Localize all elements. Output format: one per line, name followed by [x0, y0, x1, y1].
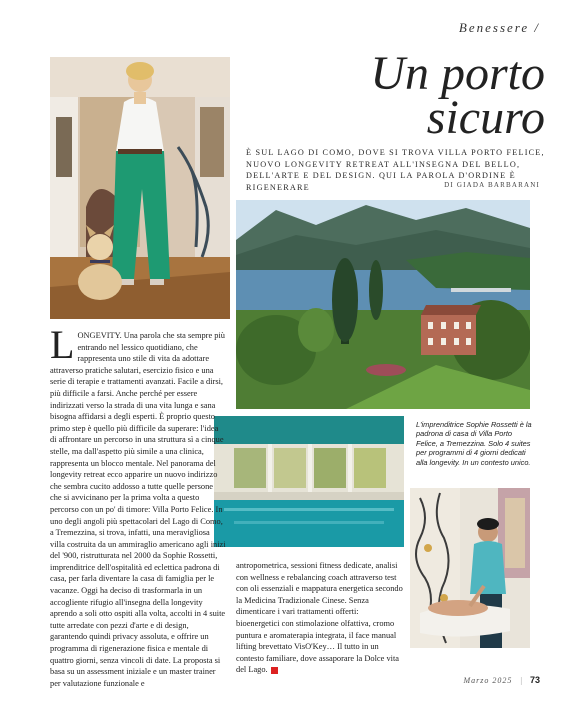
body-text-1: ONGEVITY. Una parola che sta sempre più entrando nel lessico quotidiano, che rappresenta uno stile di vita da adottare attraverso pratiche salutari, esercizio fisico e una serie di terapie e trattamenti avanzati. Facile a dirsi, più difficile a farsi. Anche perché per essere indirizzati verso la strada di una vita lunga e sana bisogna affidarsi a degli esperti. È proprio questo primo step è quello più difficile da superare: l'idea di affrontare un percorso in una struttura sì a cinque stelle, ma dall'aspetto più simile a una clinica, rappresenta un blocco mentale. Nel panorama del longevity retreat ecco apparire un nuovo indirizzo che sembra cucito addosso a tutte quelle persone che si avvicinano per la prima volta a questo percorso con un po' di timore: Villa Porto Felice. In uno degli angoli più spettacolari del Lago di Como, a Tremezzina, si trova, infatti, una meravigliosa villa costruita da un ammiraglio americano agli inizi del '900, ristrutturata nel 2000 da Sophie Rossetti, imprenditrice dell'ospitalità ed eclettica padrona di casa, per farla diventare la casa di famiglia per le vacanze. Oggi ha deciso di trasformarla in un accogliente rifugio all'insegna della longevity aprendo a soli otto ospiti alla volta, accolti in 4 suite tutte arredate con pezzi d'arte e di design, garantendo quindi privacy assoluta, e offrire un programma di rigenerazione fisica e mentale di quattro giorni, senza vincoli di date. La proposta si basa su un assessment iniziale e un master trainer per valutazione funzionale e — [50, 331, 226, 688]
issue-date: Marzo 2025 — [463, 676, 513, 685]
pool-photo — [214, 416, 404, 547]
body-text-2: antropometrica, sessioni fitness dedicate, analisi con wellness e rebalancing coach attraverso test con oli essenziali e mappatura energetica secondo la Medicina Tradizionale Cinese. Senza dimenticare i vari trattamenti offerti: bioenergetici con stimolazione olfattiva, cromo puntura e aromaterapia integrata, il face manual lifting brevettato VisO'Key… Il tutto in un contesto familiare, dove assaporare la Dolce vita del Lago. — [236, 561, 403, 675]
treatment-photo — [410, 488, 530, 648]
page-footer — [463, 675, 540, 685]
footer-divider: | — [520, 676, 522, 685]
portrait-photo — [50, 57, 230, 319]
article-lead: È SUL LAGO DI COMO, DOVE SI TROVA VILLA PORTO FELICE, NUOVO LONGEVITY RETREAT ALL'INSEGNA DEL BELLO, DELL'ARTE E DEL DESIGN. QUI LA PAROLA D'ORDINE È RIGENERARE — [246, 148, 545, 192]
end-mark-icon — [271, 667, 278, 674]
lake-villa-photo — [236, 200, 530, 409]
page-number: 73 — [529, 675, 540, 685]
title-line-1: Un porto — [370, 47, 545, 100]
byline: DI GIADA BARBARANI — [444, 181, 540, 189]
title-line-2: sicuro — [426, 91, 545, 144]
photo-caption: L'imprenditrice Sophie Rossetti è la padrona di casa di Villa Porto Felice, a Tremezzina. Solo 4 suites per programmi di 4 giorni dedicati alla longevity. In un contesto unico. — [416, 420, 532, 467]
drop-cap: L — [50, 322, 75, 367]
body-column-1 — [50, 322, 226, 689]
body-column-2 — [236, 560, 404, 676]
section-label: Benessere / — [458, 20, 540, 35]
article-title — [300, 47, 545, 144]
